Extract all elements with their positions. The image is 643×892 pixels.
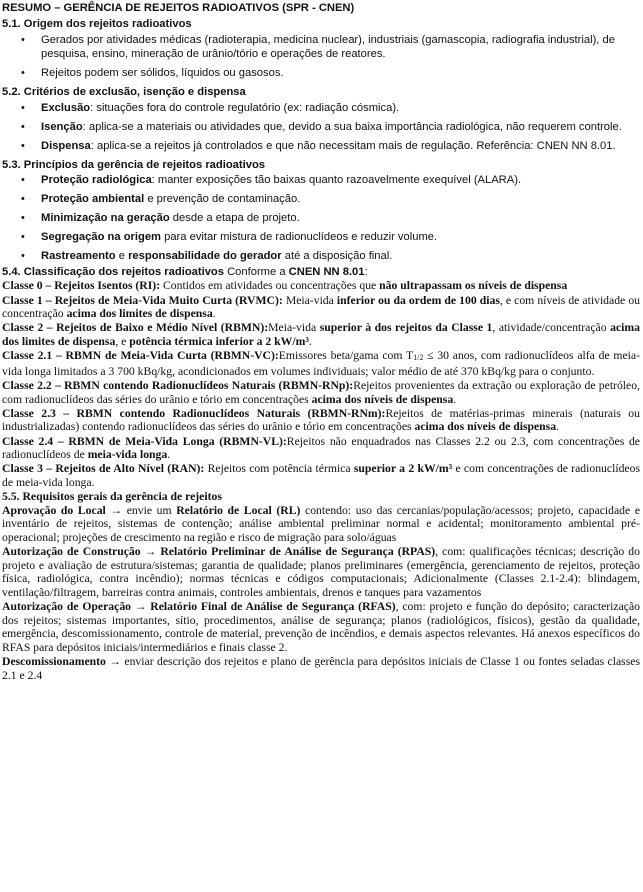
list-item: • Isenção: aplica-se a materiais ou atividades que, devido a sua baixa importância radiológica, não requerem controle.	[2, 120, 640, 134]
class-2-2-paragraph: Classe 2.2 – RBMN contendo Radionuclídeos Naturais (RBMN-RNp):Rejeitos provenientes da extração ou exploração de petróleo, com radionuclídeos das séries do urânio e tório em concentrações acima dos níveis de dispensa.	[2, 378, 640, 406]
construction-authorization-paragraph: Autorização de Construção → Relatório Preliminar de Análise de Segurança (RPAS), com: qualificações técnicas; descrição do projeto e avaliação de estrutura/sistemas; garantia de qualidade; planos preliminares (emergência, gerenciamento de rejeitos, proteção física, radiológica, contra incêndio); normas técnicas e códigos computacionais; Adicionalmente (Classes 2.1-2.4): blindagem, ventilação/filtragem, barreiras contra animais, controles ambientais, drenos e tanques para vazamentos	[2, 545, 640, 599]
list-item: • Rastreamento e responsabilidade do gerador até a disposição final.	[2, 249, 640, 263]
list-item: • Exclusão: situações fora do controle regulatório (ex: radiação cósmica).	[2, 101, 640, 115]
section-5-3-list	[2, 173, 640, 263]
class-2-4-paragraph: Classe 2.4 – RBMN de Meia-Vida Longa (RBMN-VL):Rejeitos não enquadrados nas Classes 2.2 ou 2.3, com concentrações de radionuclídeos de meia-vida longa.	[2, 434, 640, 462]
document-page	[0, 1, 643, 892]
class-2-1-paragraph: Classe 2.1 – RBMN de Meia-Vida Curta (RBMN-VC):Emissores beta/gama com T1/2 ≤ 30 anos, com radionuclídeos alfa de meia-vida longa limitados a 3 700 kBq/kg, acondicionados em volumes individuais; valor médio de até 370 kBq/kg para o conjunto.	[2, 349, 640, 378]
decommissioning-paragraph: Descomissionamento → enviar descrição dos rejeitos e plano de gerência para depósitos iniciais de Classe 1 ou fontes seladas classes 2.1 e 2.4	[2, 655, 640, 682]
list-item: • Segregação na origem para evitar mistura de radionuclídeos e reduzir volume.	[2, 230, 640, 244]
list-item: • Rejeitos podem ser sólidos, líquidos ou gasosos.	[2, 66, 640, 80]
class-2-3-paragraph: Classe 2.3 – RBMN contendo Radionuclídeos Naturais (RBMN-RNm):Rejeitos de matérias-primas minerais (naturais ou industrializadas) contendo radionuclídeos das séries do urânio e tório em concentrações acima dos níveis de dispensa.	[2, 406, 640, 434]
class-2-paragraph: Classe 2 – Rejeitos de Baixo e Médio Nível (RBMN):Meia-vida superior à dos rejeitos da Classe 1, atividade/concentração acima dos limites de dispensa, e potência térmica inferior a 2 kW/m³.	[2, 321, 640, 348]
operation-authorization-paragraph: Autorização de Operação → Relatório Final de Análise de Segurança (RFAS), com: projeto e função do depósito; caracterização dos rejeitos; sistemas importantes, sítio, procedimentos, análise de segurança; planos (radiológicos, físicos), gestão da qualidade, emergência, descomissionamento, controle de material, prevenção de incêndios, e demais aspectos relevantes. Há anexos específicos do RFAS para depósitos iniciais/intermediários e finais classe 2.	[2, 600, 640, 654]
class-3-paragraph: Classe 3 – Rejeitos de Alto Nível (RAN): Rejeitos com potência térmica superior a 2 kW/m³ e com concentrações de radionuclídeos de meia-vida longa.	[2, 462, 640, 489]
list-item: • Proteção radiológica: manter exposições tão baixas quanto razoavelmente exequível (ALARA).	[2, 173, 640, 187]
section-5-1-heading: 5.1. Origem dos rejeitos radioativos	[2, 18, 192, 31]
list-item: • Proteção ambiental e prevenção de contaminação.	[2, 192, 640, 206]
list-item: • Minimização na geração desde a etapa de projeto.	[2, 211, 640, 225]
section-5-1-list	[2, 33, 640, 81]
list-item: • Dispensa: aplica-se a rejeitos já controlados e que não necessitam mais de regulação. Referência: CNEN NN 8.01.	[2, 139, 640, 153]
section-5-5-heading: 5.5. Requisitos gerais da gerência de rejeitos	[2, 490, 222, 504]
site-approval-paragraph: Aprovação do Local → envie um Relatório de Local (RL) contendo: uso das cercanias/população/acessos; projeto, capacidade e inventário de rejeitos, sistemas de contenção; análise ambiental preliminar normal e acidental; monitoramento ambiental pré-operacional; projeções de crescimento na região e risco de migração para solo/águas	[2, 503, 641, 544]
section-5-3-heading: 5.3. Princípios da gerência de rejeitos radioativos	[2, 158, 266, 171]
list-item: • Gerados por atividades médicas (radioterapia, medicina nuclear), industriais (gamascopia, radiografia industrial), de pesquisa, ensino, mineração de urânio/tório e operações de reatores.	[2, 33, 640, 62]
section-5-2-heading: 5.2. Critérios de exclusão, isenção e dispensa	[2, 86, 246, 99]
section-5-4-heading: 5.4. Classificação dos rejeitos radioativos Conforme a CNEN NN 8.01:	[2, 266, 368, 279]
section-5-2-list	[2, 101, 640, 153]
document-title: RESUMO – GERÊNCIA DE REJEITOS RADIOATIVOS (SPR - CNEN)	[2, 2, 355, 14]
class-1-paragraph: Classe 1 – Rejeitos de Meia-Vida Muito Curta (RVMC): Meia-vida inferior ou da ordem de 100 dias, e com níveis de atividade ou concentração acima dos limites de dispensa.	[2, 293, 641, 321]
class-0-paragraph: Classe 0 – Rejeitos Isentos (RI): Contidos em atividades ou concentrações que não ultrapassam os níveis de dispensa	[2, 279, 568, 293]
